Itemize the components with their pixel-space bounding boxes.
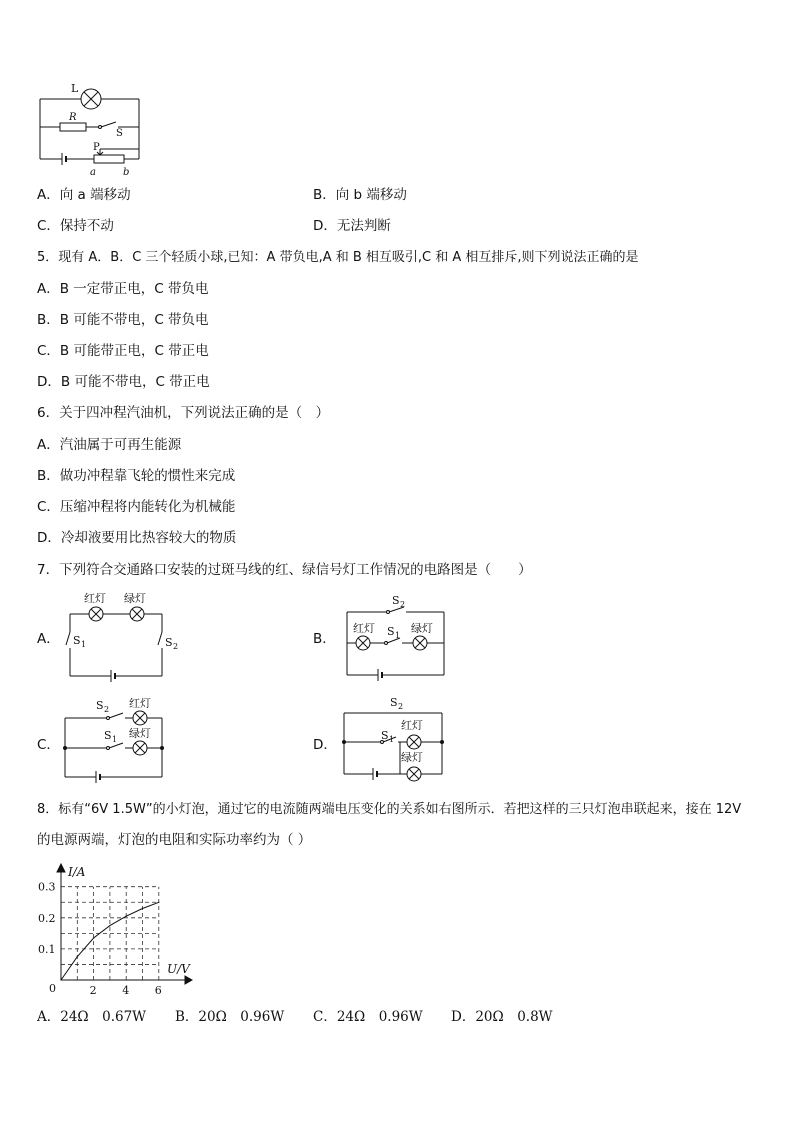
origin-label: 0 — [49, 982, 56, 995]
y-axis-arrow-icon — [57, 864, 65, 872]
q7-option-a-letter[interactable]: A． — [37, 631, 60, 647]
q7-circuit-b[interactable] — [338, 590, 453, 685]
q8-iv-chart — [30, 860, 200, 1000]
switch-s1-subscript: 1 — [389, 735, 395, 744]
q7-option-b-letter[interactable]: B． — [313, 631, 336, 647]
switch-s2-label: S — [96, 699, 104, 712]
switch-s1-label: S — [104, 729, 112, 742]
q8-option-d[interactable]: D．20Ω 0.8W — [451, 1009, 553, 1025]
q4-circuit-diagram — [30, 78, 150, 178]
red-light-label: 红灯 — [353, 622, 375, 635]
switch-s1-subscript: 1 — [81, 640, 87, 649]
q5-option-b[interactable]: B．B 可能不带电，C 带负电 — [37, 312, 209, 328]
switch-s2-label: S — [165, 636, 173, 649]
q6-stem: 6．关于四冲程汽油机，下列说法正确的是（ ） — [37, 405, 330, 421]
green-light-label: 绿灯 — [129, 727, 151, 740]
red-light-label: 红灯 — [401, 719, 423, 732]
y-axis-label: I/A — [68, 865, 86, 879]
q5-option-c[interactable]: C．B 可能带正电，C 带正电 — [37, 343, 209, 359]
switch-s2-subscript: 2 — [400, 600, 406, 609]
q8-option-a[interactable]: A．24Ω 0.67W — [37, 1009, 147, 1025]
q8-stem-line2: 的电源两端，灯泡的电阻和实际功率约为（ ） — [37, 832, 312, 848]
green-light-label: 绿灯 — [411, 622, 433, 635]
switch-s1-subscript: 1 — [112, 735, 118, 744]
x-axis-label: U/V — [167, 962, 190, 976]
x-tick-label: 2 — [89, 984, 97, 997]
q5-option-d[interactable]: D．B 可能不带电，C 带正电 — [37, 374, 210, 390]
q6-option-d[interactable]: D．冷却液要用比热容较大的物质 — [37, 530, 237, 546]
q4-option-d[interactable]: D．无法判断 — [313, 218, 391, 234]
switch-s2-label: S — [392, 594, 400, 607]
q6-option-c[interactable]: C．压缩冲程将内能转化为机械能 — [37, 499, 236, 515]
q4-option-a[interactable]: A．向 a 端移动 — [37, 187, 131, 203]
y-tick-label: 0.1 — [38, 942, 56, 956]
end-a-label: a — [90, 167, 96, 178]
q7-circuit-a[interactable] — [60, 588, 190, 683]
switch-s2-subscript: 2 — [104, 705, 110, 714]
q8-option-c[interactable]: C．24Ω 0.96W — [313, 1009, 423, 1025]
slider-label: P — [93, 142, 100, 153]
chart-grid — [61, 887, 159, 980]
q7-stem: 7．下列符合交通路口安装的过斑马线的红、绿信号灯工作情况的电路图是（ ） — [37, 562, 532, 578]
end-b-label: b — [123, 167, 130, 178]
q7-option-c-letter[interactable]: C． — [37, 737, 60, 753]
x-axis-arrow-icon — [185, 976, 192, 984]
green-light-label: 绿灯 — [401, 751, 423, 764]
green-light-label: 绿灯 — [124, 592, 146, 605]
q4-option-c[interactable]: C．保持不动 — [37, 218, 114, 234]
switch-s2-label: S — [390, 696, 398, 709]
data-point — [77, 956, 78, 957]
data-point — [126, 916, 127, 917]
resistor-label: R — [69, 112, 77, 123]
data-point — [109, 925, 110, 926]
switch-s1-label: S — [381, 729, 389, 742]
switch-s1-label: S — [387, 625, 395, 638]
q6-option-b[interactable]: B．做功冲程靠飞轮的惯性来完成 — [37, 468, 236, 484]
switch-s1-label: S — [73, 634, 81, 647]
switch-s2-subscript: 2 — [398, 702, 404, 711]
y-tick-label: 0.3 — [38, 880, 56, 894]
switch-s2-subscript: 2 — [173, 642, 179, 651]
red-light-label: 红灯 — [129, 697, 151, 710]
x-tick-label: 6 — [154, 984, 162, 997]
q8-stem-line1: 8．标有“6V 1.5W”的小灯泡，通过它的电流随两端电压变化的关系如右图所示．若把这样的三只灯泡串联起来，接在 12V — [37, 802, 742, 817]
q7-circuit-d[interactable] — [338, 694, 453, 786]
switch-s1-subscript: 1 — [395, 631, 401, 640]
data-point — [158, 902, 159, 903]
q6-option-a[interactable]: A．汽油属于可再生能源 — [37, 437, 182, 453]
data-point — [60, 979, 61, 980]
x-tick-label: 4 — [122, 984, 130, 997]
q4-option-b[interactable]: B．向 b 端移动 — [313, 187, 407, 203]
red-light-label: 红灯 — [84, 592, 106, 605]
lamp-label: L — [71, 82, 79, 95]
y-tick-label: 0.2 — [38, 911, 56, 925]
q8-option-b[interactable]: B．20Ω 0.96W — [175, 1009, 285, 1025]
q7-circuit-c[interactable] — [60, 694, 175, 786]
q5-stem: 5．现有 A．B．C 三个轻质小球,已知：A 带负电,A 和 B 相互吸引,C 和 A 相互排斥,则下列说法正确的是 — [37, 250, 639, 265]
q5-option-a[interactable]: A．B 一定带正电，C 带负电 — [37, 281, 209, 297]
q7-option-d-letter[interactable]: D． — [313, 737, 337, 753]
data-point — [142, 908, 143, 909]
switch-label: S — [116, 128, 123, 139]
data-point — [93, 937, 94, 938]
